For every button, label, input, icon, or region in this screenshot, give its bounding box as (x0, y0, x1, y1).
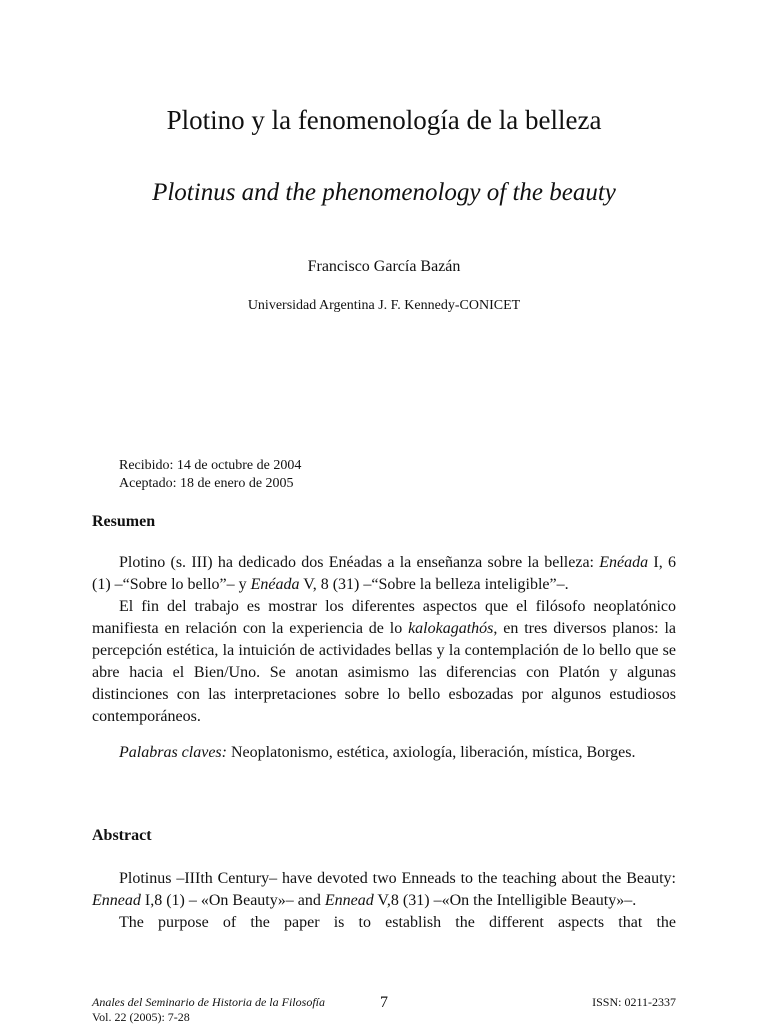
abstract-paragraph-2: The purpose of the paper is to establish the different aspects that the (119, 914, 676, 931)
article-subtitle-english: Plotinus and the phenomenology of the beauty (152, 179, 616, 206)
abstract-paragraph-1 (92, 868, 676, 912)
text-run: I,8 (1) – «On Beauty»– and (140, 892, 325, 909)
submission-dates (119, 457, 301, 493)
text-run-italic: Ennead (324, 892, 374, 909)
text-run: V,8 (31) –«On the Intelligible Beauty»–. (373, 892, 637, 909)
text-run-italic: kalokagathós (408, 620, 494, 637)
text-run: El fin del trabajo es mostrar los diferentes aspectos que el filósofo neoplatónico manifiesta en relación con la experiencia de lo (92, 598, 676, 637)
abstract-heading: Abstract (92, 827, 152, 844)
author-affiliation: Universidad Argentina J. F. Kennedy-CONICET (247, 298, 521, 313)
text-run: I, 6 (1) –“Sobre lo bello”– y (92, 554, 676, 593)
footer-issn: ISSN: 0211-2337 (592, 995, 676, 1009)
text-run: V, 8 (31) –“Sobre la belleza inteligible”–. (299, 576, 569, 593)
received-date: Recibido: 14 de octubre de 2004 (119, 458, 302, 473)
accepted-date: Aceptado: 18 de enero de 2005 (119, 476, 294, 491)
text-run-italic: Enéada (250, 576, 300, 593)
text-run: Plotinus –IIIth Century– have devoted two Enneads to the teaching about the Beauty: (119, 870, 676, 887)
resumen-paragraph-2 (92, 596, 676, 728)
text-run: Plotino (s. III) ha dedicado dos Enéadas a la enseñanza sobre la belleza: (119, 554, 600, 571)
text-run: , en tres diversos planos: la percepción estética, la intuición de actividades bellas y la contemplación de lo bello que se abre hacia el Bien/Uno. Se anotan asimismo las diferencias con Platón y algunas distinciones con las interpretaciones sobre lo bello esbozadas por algunos estudiosos contemporáneos. (92, 620, 677, 725)
text-run-italic: Enéada (599, 554, 649, 571)
resumen-heading: Resumen (92, 513, 156, 530)
article-title: Plotino y la fenomenología de la belleza (166, 105, 602, 135)
keywords-label: Palabras claves: (119, 744, 227, 761)
abstract-body (92, 868, 676, 934)
author-name: Francisco García Bazán (307, 258, 461, 275)
footer-journal-name: Anales del Seminario de Historia de la Filosofía (92, 995, 325, 1009)
keywords-line (92, 742, 676, 764)
resumen-paragraph-1 (92, 552, 676, 596)
resumen-body (92, 552, 676, 728)
footer-volume: Vol. 22 (2005): 7-28 (92, 1010, 190, 1024)
text-run-italic: Ennead (92, 892, 141, 909)
keywords-text: Neoplatonismo, estética, axiología, liberación, mística, Borges. (226, 744, 636, 761)
page-number: 7 (380, 994, 388, 1011)
